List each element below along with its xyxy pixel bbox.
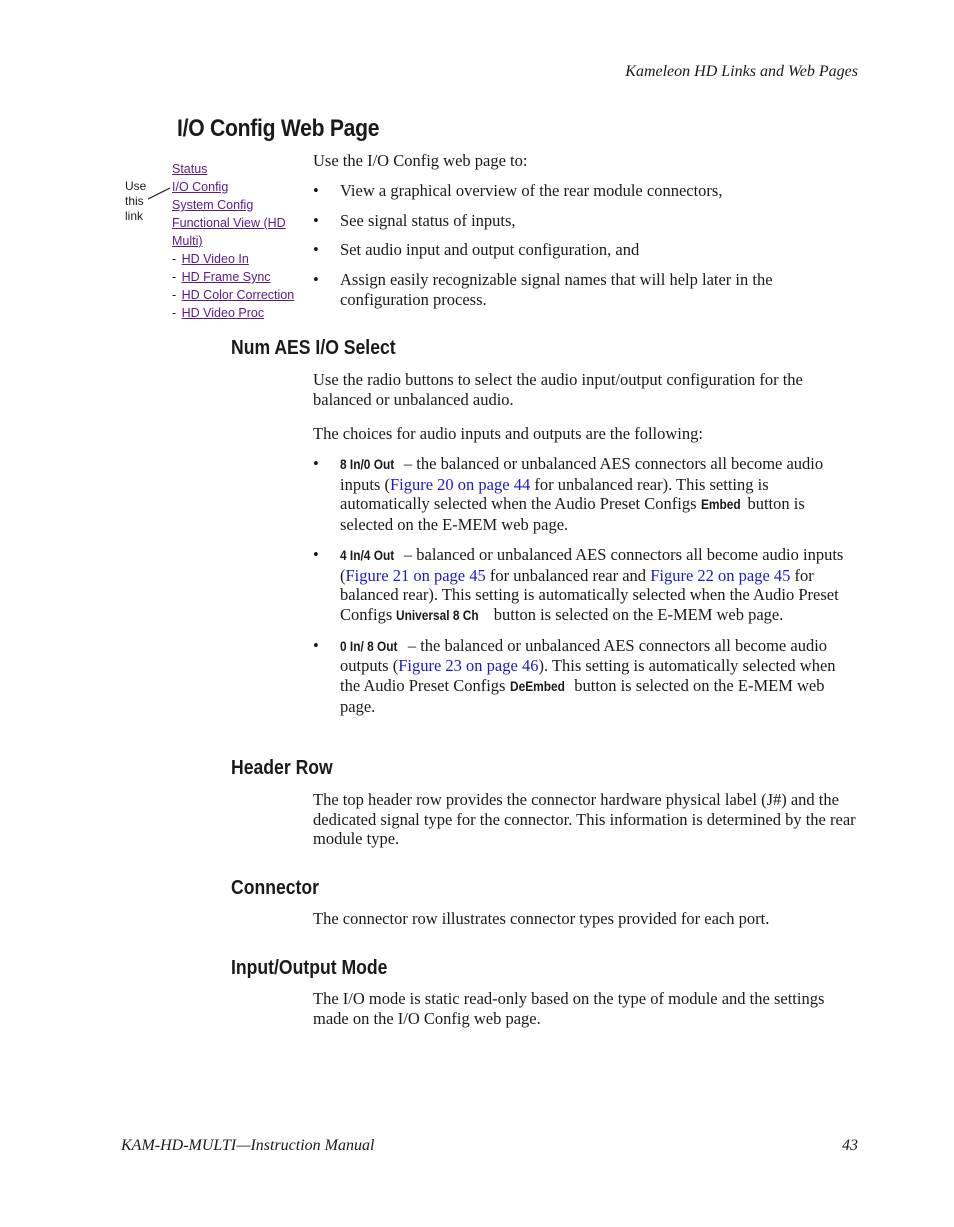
callout-pointer-line bbox=[147, 186, 171, 200]
nav-item-hd-video-in bbox=[172, 250, 302, 268]
section-heading-header-row: Header Row bbox=[231, 757, 333, 779]
nav-sub-prefix: - bbox=[172, 288, 180, 302]
option-text: – the balanced or unbalanced AES connectors all become audio outputs ( bbox=[340, 635, 828, 676]
intro-bullet: • Assign easily recognizable signal names that will help later in the configuration process. bbox=[313, 270, 859, 309]
page-number: 43 bbox=[842, 1137, 858, 1154]
running-footer: KAM-HD-MULTI—Instruction Manual bbox=[121, 1137, 375, 1154]
figure-22-link[interactable]: Figure 22 on page 45 bbox=[650, 565, 791, 585]
option-keyword: 4 In/4 Out bbox=[340, 546, 395, 563]
option-keyword: 0 In/ 8 Out bbox=[340, 637, 398, 654]
nav-link-io-config[interactable]: I/O Config bbox=[172, 180, 229, 194]
intro-bullet-list bbox=[313, 181, 859, 320]
section-heading-io-mode: Input/Output Mode bbox=[231, 957, 388, 979]
nav-link-status[interactable]: Status bbox=[172, 162, 208, 176]
universal-8ch-button-keyword: Universal 8 Ch bbox=[396, 606, 480, 623]
nav-link-functional-view[interactable]: Functional View (HD Multi) bbox=[172, 216, 286, 248]
connector-paragraph: The connector row illustrates connector types provided for each port. bbox=[313, 909, 770, 928]
nav-item-hd-frame-sync bbox=[172, 268, 302, 286]
option-text: button is selected on the E-MEM web page. bbox=[340, 676, 825, 716]
aes-option-4in-4out bbox=[313, 545, 859, 626]
num-aes-paragraph-2: The choices for audio inputs and outputs are the following: bbox=[313, 424, 703, 443]
intro-bullet: • Set audio input and output configuration, and bbox=[313, 240, 859, 260]
intro-lead: Use the I/O Config web page to: bbox=[313, 151, 528, 170]
running-header: Kameleon HD Links and Web Pages bbox=[625, 63, 858, 80]
nav-item-system-config bbox=[172, 196, 302, 214]
option-text: button is selected on the E-MEM web page. bbox=[340, 494, 805, 535]
nav-callout-line-3: link bbox=[125, 209, 144, 223]
nav-callout bbox=[125, 179, 146, 224]
option-keyword: 8 In/0 Out bbox=[340, 456, 395, 472]
option-text: for balanced rear). This setting is automatically selected when the Audio Preset Configs bbox=[340, 565, 839, 624]
figure-20-link[interactable]: Figure 20 on page 44 bbox=[389, 474, 531, 494]
nav-item-hd-video-proc bbox=[172, 304, 302, 322]
aes-option-0in-8out bbox=[313, 636, 859, 717]
nav-link-hd-video-in[interactable]: HD Video In bbox=[181, 252, 249, 266]
header-row-paragraph: The top header row provides the connector hardware physical label (J#) and the dedicated signal type for the connector. This information is determined by the rear module type. bbox=[313, 790, 856, 849]
num-aes-paragraph-1: Use the radio buttons to select the audio input/output configuration for the balanced or unbalanced audio. bbox=[313, 370, 803, 409]
nav-item-hd-color-correction bbox=[172, 286, 302, 304]
aes-option-8in-0out bbox=[313, 454, 859, 535]
nav-sub-prefix: - bbox=[172, 252, 180, 266]
option-text: – the balanced or unbalanced AES connectors all become audio inputs ( bbox=[340, 454, 824, 494]
option-text: for unbalanced rear and bbox=[485, 565, 651, 585]
figure-21-link[interactable]: Figure 21 on page 45 bbox=[345, 565, 486, 585]
nav-item-io-config bbox=[172, 178, 302, 196]
nav-callout-line-1: Use bbox=[125, 179, 147, 193]
aes-option-list bbox=[313, 454, 859, 726]
io-mode-paragraph: The I/O mode is static read-only based on the type of module and the settings made on the I/O Config web page. bbox=[313, 989, 825, 1028]
nav-link-hd-frame-sync[interactable]: HD Frame Sync bbox=[181, 270, 271, 284]
option-text: for unbalanced rear). This setting is automatically selected when the Audio Preset Configs bbox=[340, 474, 769, 514]
nav-link-hd-color-correction[interactable]: HD Color Correction bbox=[181, 288, 295, 302]
embed-button-keyword: Embed bbox=[700, 496, 741, 513]
option-text: – balanced or unbalanced AES connectors all become audio inputs ( bbox=[340, 544, 844, 585]
nav-link-hd-video-proc[interactable]: HD Video Proc bbox=[181, 306, 265, 320]
figure-23-link[interactable]: Figure 23 on page 46 bbox=[398, 656, 539, 676]
option-text: button is selected on the E-MEM web page. bbox=[489, 604, 784, 624]
nav-item-status bbox=[172, 160, 302, 178]
section-heading-connector: Connector bbox=[231, 877, 319, 899]
nav-link-system-config[interactable]: System Config bbox=[172, 198, 254, 212]
intro-bullet: • See signal status of inputs, bbox=[313, 211, 859, 231]
nav-sub-prefix: - bbox=[172, 306, 180, 320]
nav-item-functional-view bbox=[172, 214, 302, 250]
section-heading-num-aes: Num AES I/O Select bbox=[231, 337, 396, 359]
deembed-button-keyword: DeEmbed bbox=[509, 678, 565, 695]
web-page-nav bbox=[172, 160, 302, 322]
intro-bullet: • View a graphical overview of the rear module connectors, bbox=[313, 181, 859, 201]
option-text: ). This setting is automatically selected when the Audio Preset Configs bbox=[340, 656, 836, 696]
nav-callout-line-2: this bbox=[125, 194, 144, 208]
page-title: I/O Config Web Page bbox=[177, 115, 380, 142]
nav-sub-prefix: - bbox=[172, 270, 180, 284]
